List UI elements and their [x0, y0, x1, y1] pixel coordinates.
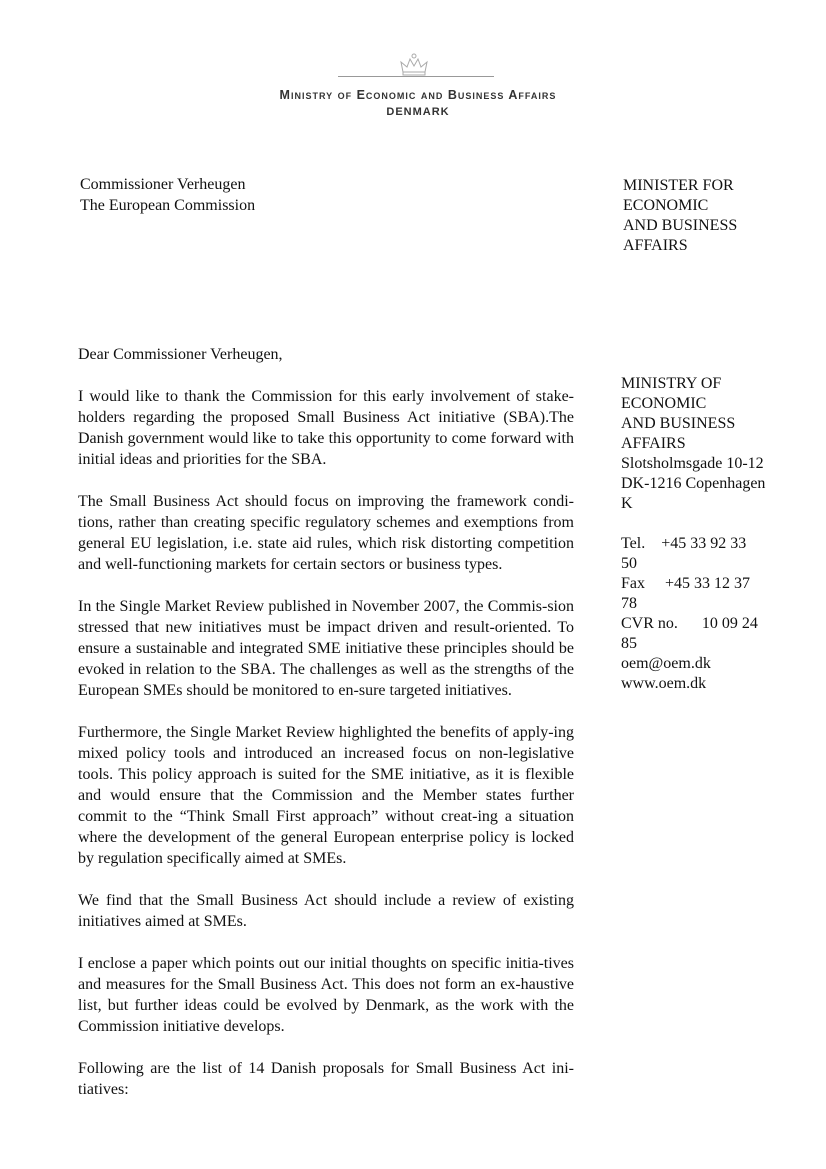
letter-body: [78, 344, 574, 1121]
address-line: MINISTRY OF: [621, 375, 722, 392]
body-paragraph: Following are the list of 14 Danish proposals for Small Business Act ini-tiatives:: [78, 1060, 574, 1098]
body-paragraph: I would like to thank the Commission for this early involvement of stake-holders regarding the proposed Small Business Act initiative (SBA).The Danish government would like to take this opportunity to come forward with initial ideas and priorities for the SBA.: [78, 388, 574, 468]
country-name: DENMARK: [386, 106, 450, 118]
salutation: Dear Commissioner Verheugen,: [78, 346, 283, 363]
recipient-name: Commissioner Verheugen: [80, 176, 246, 193]
ministry-name: Ministry of Economic and Business Affairs: [279, 88, 557, 102]
sender-title-line: AND BUSINESS: [623, 217, 738, 234]
cvr-number-cont: 85: [621, 635, 637, 652]
phone-number: Tel. +45 33 92 33: [621, 535, 747, 552]
body-paragraph: The Small Business Act should focus on improving the framework condi-tions, rather than creating specific regulatory schemes and exemptions from general EU legislation, i.e. state aid rules, which risk distorting competition and well-functioning markets for certain sectors or business types.: [78, 493, 574, 573]
body-paragraph: In the Single Market Review published in November 2007, the Commis-sion stressed that new initiatives must be impact driven and result-oriented. To ensure a sustainable and integrated SME initiative these principles should be evoked in relation to the SBA. The challenges as well as the strengths of the European SMEs should be monitored to en-sure targeted initiatives.: [78, 598, 574, 699]
fax-number-cont: 78: [621, 595, 637, 612]
address-line: AFFAIRS: [621, 435, 686, 452]
sender-title-line: ECONOMIC: [623, 197, 709, 214]
address-line: ECONOMIC: [621, 395, 707, 412]
phone-number-cont: 50: [621, 555, 637, 572]
cvr-number: CVR no. 10 09 24: [621, 615, 758, 632]
crown-emblem-icon: [397, 52, 431, 78]
ministry-address: [621, 374, 801, 694]
letterhead-rule: [338, 76, 494, 77]
recipient-org: The European Commission: [80, 197, 256, 214]
sender-title: [623, 176, 803, 256]
fax-number: Fax +45 33 12 37: [621, 575, 751, 592]
body-paragraph: We find that the Small Business Act should include a review of existing initiatives aimed at SMEs.: [78, 892, 574, 930]
contact-details: [621, 534, 801, 694]
address-line: Slotsholmsgade 10-12: [621, 455, 764, 472]
letterhead: [0, 40, 826, 130]
address-line: AND BUSINESS: [621, 415, 736, 432]
recipient-block: [80, 174, 255, 216]
address-line: K: [621, 495, 633, 512]
email-link[interactable]: oem@oem.dk: [621, 655, 711, 672]
address-line: DK-1216 Copenhagen: [621, 475, 766, 492]
sender-title-line: MINISTER FOR: [623, 177, 734, 194]
website-link[interactable]: www.oem.dk: [621, 675, 707, 692]
body-paragraph: Furthermore, the Single Market Review highlighted the benefits of apply-ing mixed policy tools and introduced an increased focus on non-legislative tools. This policy approach is suited for the SME initiative, as it is flexible and would ensure that the Commission and the Member states further commit to the “Think Small First approach” without creat-ing a situation where the development of the general European enterprise policy is locked by regulation specifically aimed at SMEs.: [78, 724, 574, 867]
body-paragraph: I enclose a paper which points out our initial thoughts on specific initia-tives and measures for the Small Business Act. This does not form an ex-haustive list, but further ideas could be evolved by Denmark, as the work with the Commission initiative develops.: [78, 955, 574, 1035]
sender-title-line: AFFAIRS: [623, 237, 688, 254]
